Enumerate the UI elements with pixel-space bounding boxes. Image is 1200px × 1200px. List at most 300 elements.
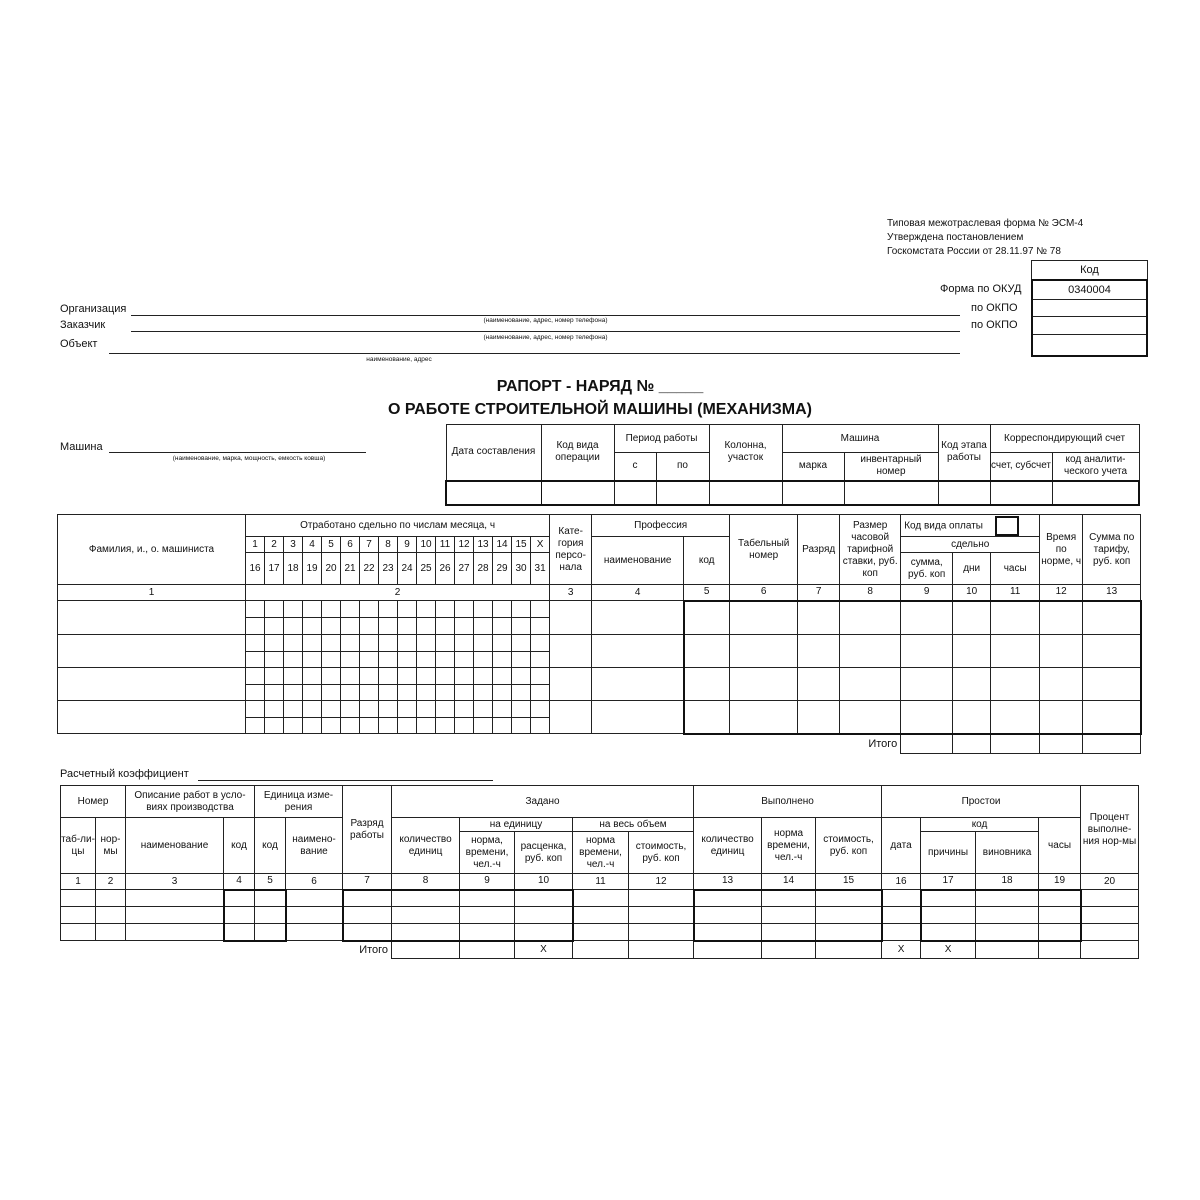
prof-name-cell[interactable] <box>592 601 684 635</box>
day-cell[interactable] <box>303 701 322 718</box>
data-cell[interactable] <box>991 635 1040 668</box>
work-cell[interactable] <box>515 924 573 941</box>
work-cell[interactable] <box>921 890 976 907</box>
work-cell[interactable] <box>762 890 816 907</box>
period-to-cell[interactable] <box>656 481 709 505</box>
pay-code-label: Код вида оплаты <box>904 520 983 532</box>
day-cell[interactable] <box>379 618 398 635</box>
work-cell[interactable] <box>762 907 816 924</box>
day-cell[interactable] <box>398 635 417 652</box>
work-cell[interactable] <box>816 907 882 924</box>
day-cell[interactable] <box>398 651 417 668</box>
day-cell[interactable] <box>493 684 512 701</box>
data-cell[interactable] <box>991 668 1040 701</box>
work-cell[interactable] <box>629 907 694 924</box>
day-cell[interactable] <box>531 717 550 734</box>
table-num-header: таб-ли-цы <box>61 818 96 874</box>
work-cell[interactable] <box>126 907 224 924</box>
data-cell[interactable] <box>730 668 798 701</box>
day-cell[interactable] <box>360 668 379 685</box>
day-cell[interactable] <box>474 601 493 618</box>
day-cell[interactable] <box>360 701 379 718</box>
day-cell[interactable] <box>474 668 493 685</box>
work-cell[interactable] <box>96 890 126 907</box>
day-cell[interactable] <box>512 684 531 701</box>
work-cell[interactable] <box>392 890 460 907</box>
day-cell[interactable] <box>455 618 474 635</box>
work-cell[interactable] <box>762 924 816 941</box>
day-cell[interactable] <box>455 635 474 652</box>
day-cell[interactable] <box>341 684 360 701</box>
day-cell[interactable] <box>284 701 303 718</box>
day-cell[interactable] <box>322 701 341 718</box>
org-input-line[interactable] <box>131 315 960 316</box>
machine-input-line[interactable] <box>109 452 366 453</box>
day-cell[interactable] <box>322 717 341 734</box>
work-cell[interactable] <box>1039 890 1081 907</box>
data-cell[interactable] <box>991 701 1040 734</box>
day-cell[interactable] <box>512 601 531 618</box>
work-cell[interactable] <box>1039 907 1081 924</box>
day-cell[interactable] <box>512 618 531 635</box>
work-cell[interactable] <box>255 890 286 907</box>
data-cell[interactable] <box>798 635 840 668</box>
day-cell[interactable] <box>436 684 455 701</box>
total-cell[interactable] <box>901 734 953 754</box>
day-cell[interactable] <box>398 668 417 685</box>
total-cell[interactable] <box>991 734 1040 754</box>
work-cell[interactable] <box>573 890 629 907</box>
brand-header: марка <box>782 453 844 481</box>
data-cell[interactable] <box>1040 668 1083 701</box>
day-cell[interactable] <box>455 668 474 685</box>
work-cell[interactable] <box>694 890 762 907</box>
data-cell[interactable] <box>840 635 901 668</box>
day-cell[interactable] <box>436 717 455 734</box>
day-cell[interactable] <box>246 668 265 685</box>
day-cell[interactable] <box>398 618 417 635</box>
profession-header: Профессия <box>592 515 730 537</box>
work-cell[interactable] <box>61 924 96 941</box>
work-cell[interactable] <box>573 924 629 941</box>
culprit-header: виновника <box>976 832 1039 874</box>
work-cell[interactable] <box>460 890 515 907</box>
day-cell[interactable] <box>436 601 455 618</box>
day-cell[interactable] <box>398 684 417 701</box>
prof-name-cell[interactable] <box>592 668 684 701</box>
work-cell[interactable] <box>286 890 343 907</box>
account-cell[interactable] <box>990 481 1052 505</box>
work-cell[interactable] <box>573 907 629 924</box>
data-cell[interactable] <box>953 635 991 668</box>
idle-header: Простои <box>882 786 1081 818</box>
day-cell[interactable] <box>303 684 322 701</box>
day-cell[interactable] <box>246 618 265 635</box>
work-cell[interactable] <box>460 924 515 941</box>
day-cell[interactable] <box>379 701 398 718</box>
brand-cell[interactable] <box>782 481 844 505</box>
total-cell[interactable] <box>1039 941 1081 959</box>
day-cell[interactable] <box>322 601 341 618</box>
day-cell[interactable] <box>379 601 398 618</box>
stage-code-cell[interactable] <box>938 481 990 505</box>
work-cell[interactable] <box>694 907 762 924</box>
day-cell[interactable] <box>265 701 284 718</box>
work-cell[interactable] <box>392 924 460 941</box>
work-cell[interactable] <box>1039 924 1081 941</box>
column-cell[interactable] <box>709 481 782 505</box>
day-cell[interactable] <box>284 635 303 652</box>
day-cell[interactable] <box>360 651 379 668</box>
day-cell[interactable] <box>531 684 550 701</box>
day-cell[interactable] <box>455 684 474 701</box>
day-cell[interactable] <box>322 635 341 652</box>
work-cell[interactable] <box>392 907 460 924</box>
corr-account-header: Корреспондирующий счет <box>990 425 1139 453</box>
day-cell[interactable] <box>531 668 550 685</box>
op-code-cell[interactable] <box>541 481 614 505</box>
data-cell[interactable] <box>684 701 730 734</box>
data-cell[interactable] <box>1083 701 1141 734</box>
day-cell[interactable] <box>493 601 512 618</box>
data-cell[interactable] <box>901 601 953 635</box>
work-cell[interactable] <box>286 924 343 941</box>
data-cell[interactable] <box>1083 601 1141 635</box>
work-cell[interactable] <box>96 907 126 924</box>
data-cell[interactable] <box>1040 701 1083 734</box>
work-cell[interactable] <box>224 890 255 907</box>
work-cell[interactable] <box>976 890 1039 907</box>
total-cell[interactable] <box>573 941 629 959</box>
data-cell[interactable] <box>1040 635 1083 668</box>
total-cell[interactable] <box>629 941 694 959</box>
work-cell[interactable] <box>224 924 255 941</box>
day-cell[interactable] <box>246 684 265 701</box>
day-cell[interactable] <box>322 668 341 685</box>
day-cell[interactable] <box>284 684 303 701</box>
idle-date-header: дата <box>882 818 921 874</box>
pay-code-box[interactable] <box>995 516 1019 536</box>
total-label: Итого <box>359 944 389 956</box>
category-cell[interactable] <box>550 601 592 635</box>
work-cell[interactable] <box>343 907 392 924</box>
data-cell[interactable] <box>953 668 991 701</box>
work-cell[interactable] <box>96 924 126 941</box>
day-cell[interactable] <box>303 618 322 635</box>
prof-name-cell[interactable] <box>592 635 684 668</box>
total-cell[interactable] <box>816 941 882 959</box>
work-cell[interactable] <box>515 907 573 924</box>
day-cell[interactable] <box>265 684 284 701</box>
work-cell[interactable] <box>629 924 694 941</box>
day-cell[interactable] <box>512 701 531 718</box>
day-cell[interactable] <box>341 668 360 685</box>
data-cell[interactable] <box>684 601 730 635</box>
work-cell[interactable] <box>816 924 882 941</box>
day-cell[interactable] <box>417 651 436 668</box>
okpo-value-1[interactable] <box>1033 300 1146 317</box>
category-cell[interactable] <box>550 635 592 668</box>
total-row <box>58 734 1141 754</box>
day-cell[interactable] <box>246 717 265 734</box>
customer-input-line[interactable] <box>131 331 960 332</box>
day-cell[interactable] <box>417 701 436 718</box>
work-cell[interactable] <box>816 890 882 907</box>
okud-value[interactable]: 0340004 <box>1033 280 1146 300</box>
work-cell[interactable] <box>343 890 392 907</box>
day-cell[interactable] <box>531 635 550 652</box>
day-cell[interactable] <box>531 701 550 718</box>
day-cell[interactable] <box>474 635 493 652</box>
column-header: Колонна, участок <box>709 425 782 481</box>
day-cell[interactable] <box>512 651 531 668</box>
day-cell[interactable] <box>246 635 265 652</box>
data-cell[interactable] <box>901 668 953 701</box>
fio-cell[interactable] <box>58 601 246 635</box>
data-cell[interactable] <box>1083 635 1141 668</box>
day-cell[interactable] <box>436 651 455 668</box>
data-cell[interactable] <box>684 668 730 701</box>
data-cell[interactable] <box>798 601 840 635</box>
day-cell[interactable] <box>284 618 303 635</box>
day-cell[interactable] <box>379 717 398 734</box>
day-cell[interactable] <box>322 618 341 635</box>
data-cell[interactable] <box>730 701 798 734</box>
day-cell[interactable] <box>284 717 303 734</box>
day-cell[interactable] <box>341 635 360 652</box>
data-cell[interactable] <box>901 701 953 734</box>
coef-input-line[interactable] <box>198 780 493 781</box>
category-cell[interactable] <box>550 668 592 701</box>
column-number: 1 <box>58 585 246 601</box>
day-cell[interactable] <box>265 618 284 635</box>
day-cell[interactable] <box>512 668 531 685</box>
day-header: 12 <box>455 537 474 553</box>
work-cell[interactable] <box>1081 890 1139 907</box>
work-cell[interactable] <box>629 890 694 907</box>
day-header: 28 <box>474 553 493 585</box>
day-cell[interactable] <box>360 618 379 635</box>
day-cell[interactable] <box>455 651 474 668</box>
form-type-line: Типовая межотраслевая форма № ЭСМ-4 <box>887 218 1084 229</box>
work-cell[interactable] <box>460 907 515 924</box>
day-cell[interactable] <box>436 635 455 652</box>
day-header: 1 <box>246 537 265 553</box>
day-cell[interactable] <box>455 701 474 718</box>
day-cell[interactable] <box>417 717 436 734</box>
category-cell[interactable] <box>550 701 592 734</box>
data-cell[interactable] <box>730 601 798 635</box>
day-header: 15 <box>512 537 531 553</box>
day-cell[interactable] <box>265 601 284 618</box>
column-number: 12 <box>629 874 694 890</box>
okpo-value-2[interactable] <box>1033 317 1146 335</box>
fio-cell[interactable] <box>58 701 246 734</box>
total-cell[interactable] <box>976 941 1039 959</box>
day-cell[interactable] <box>379 668 398 685</box>
work-cell[interactable] <box>255 907 286 924</box>
data-cell[interactable] <box>798 668 840 701</box>
day-cell[interactable] <box>417 601 436 618</box>
day-cell[interactable] <box>284 601 303 618</box>
total-cell[interactable] <box>694 941 762 959</box>
column-number: 14 <box>762 874 816 890</box>
day-cell[interactable] <box>474 717 493 734</box>
given-qty-header: количество единиц <box>392 818 460 874</box>
total-cell[interactable] <box>1083 734 1141 754</box>
fio-cell[interactable] <box>58 668 246 701</box>
date-cell[interactable] <box>446 481 541 505</box>
work-cell[interactable] <box>515 890 573 907</box>
work-cell[interactable] <box>921 907 976 924</box>
day-cell[interactable] <box>398 701 417 718</box>
x-mark: X <box>921 941 976 959</box>
period-from-cell[interactable] <box>614 481 656 505</box>
day-cell[interactable] <box>417 684 436 701</box>
total-cell[interactable] <box>1081 941 1139 959</box>
day-cell[interactable] <box>303 668 322 685</box>
day-cell[interactable] <box>341 701 360 718</box>
day-cell[interactable] <box>360 717 379 734</box>
day-cell[interactable] <box>322 651 341 668</box>
day-cell[interactable] <box>265 717 284 734</box>
data-cell[interactable] <box>840 601 901 635</box>
work-cell[interactable] <box>694 924 762 941</box>
data-cell[interactable] <box>798 701 840 734</box>
work-cell[interactable] <box>1081 924 1139 941</box>
work-cell[interactable] <box>286 907 343 924</box>
day-cell[interactable] <box>474 618 493 635</box>
work-cell[interactable] <box>921 924 976 941</box>
day-cell[interactable] <box>360 684 379 701</box>
work-cell[interactable] <box>882 924 921 941</box>
total-cell[interactable] <box>392 941 460 959</box>
day-cell[interactable] <box>341 618 360 635</box>
day-cell[interactable] <box>474 651 493 668</box>
work-cell[interactable] <box>61 907 96 924</box>
day-cell[interactable] <box>360 635 379 652</box>
work-cell[interactable] <box>224 907 255 924</box>
data-cell[interactable] <box>840 668 901 701</box>
day-cell[interactable] <box>417 668 436 685</box>
day-cell[interactable] <box>436 668 455 685</box>
data-cell[interactable] <box>991 601 1040 635</box>
day-cell[interactable] <box>379 651 398 668</box>
day-cell[interactable] <box>379 684 398 701</box>
day-cell[interactable] <box>474 701 493 718</box>
day-cell[interactable] <box>436 618 455 635</box>
work-cell[interactable] <box>61 890 96 907</box>
work-cell[interactable] <box>976 907 1039 924</box>
day-cell[interactable] <box>493 635 512 652</box>
day-cell[interactable] <box>531 651 550 668</box>
data-cell[interactable] <box>1040 601 1083 635</box>
day-cell[interactable] <box>531 601 550 618</box>
column-number: 3 <box>126 874 224 890</box>
analytic-cell[interactable] <box>1052 481 1139 505</box>
day-cell[interactable] <box>474 684 493 701</box>
work-cell[interactable] <box>1081 907 1139 924</box>
day-cell[interactable] <box>379 635 398 652</box>
day-cell[interactable] <box>303 635 322 652</box>
day-cell[interactable] <box>417 635 436 652</box>
object-input-line[interactable] <box>109 353 960 354</box>
day-cell[interactable] <box>531 618 550 635</box>
number-header: Номер <box>61 786 126 818</box>
day-cell[interactable] <box>493 701 512 718</box>
data-cell[interactable] <box>840 701 901 734</box>
day-cell[interactable] <box>341 601 360 618</box>
data-cell[interactable] <box>1083 668 1141 701</box>
day-cell[interactable] <box>265 668 284 685</box>
day-cell[interactable] <box>341 717 360 734</box>
day-cell[interactable] <box>512 717 531 734</box>
total-cell[interactable] <box>762 941 816 959</box>
day-header: 23 <box>379 553 398 585</box>
total-cell[interactable] <box>953 734 991 754</box>
day-cell[interactable] <box>512 635 531 652</box>
work-cell[interactable] <box>976 924 1039 941</box>
data-cell[interactable] <box>684 635 730 668</box>
day-cell[interactable] <box>455 717 474 734</box>
doc-title: РАПОРТ - НАРЯД № _____ <box>496 378 704 395</box>
prof-name-cell[interactable] <box>592 701 684 734</box>
work-cell[interactable] <box>126 924 224 941</box>
day-cell[interactable] <box>246 601 265 618</box>
day-cell[interactable] <box>265 651 284 668</box>
day-cell[interactable] <box>417 618 436 635</box>
day-cell[interactable] <box>436 701 455 718</box>
table-row <box>58 601 1141 618</box>
tariff-sum-header: Сумма по тарифу, руб. коп <box>1083 515 1141 585</box>
data-cell[interactable] <box>953 601 991 635</box>
inventory-cell[interactable] <box>844 481 938 505</box>
data-cell[interactable] <box>953 701 991 734</box>
work-cell[interactable] <box>882 890 921 907</box>
day-cell[interactable] <box>284 668 303 685</box>
total-cell[interactable] <box>1040 734 1083 754</box>
work-cell[interactable] <box>343 924 392 941</box>
fio-cell[interactable] <box>58 635 246 668</box>
day-header: 9 <box>398 537 417 553</box>
work-cell[interactable] <box>126 890 224 907</box>
data-cell[interactable] <box>730 635 798 668</box>
day-cell[interactable] <box>322 684 341 701</box>
data-cell[interactable] <box>901 635 953 668</box>
total-cell[interactable] <box>460 941 515 959</box>
day-cell[interactable] <box>341 651 360 668</box>
day-cell[interactable] <box>493 618 512 635</box>
day-cell[interactable] <box>265 635 284 652</box>
day-cell[interactable] <box>360 601 379 618</box>
work-cell[interactable] <box>255 924 286 941</box>
day-header: 5 <box>322 537 341 553</box>
form-header <box>887 217 1083 259</box>
day-cell[interactable] <box>246 701 265 718</box>
day-cell[interactable] <box>303 717 322 734</box>
day-cell[interactable] <box>493 651 512 668</box>
day-cell[interactable] <box>246 651 265 668</box>
day-cell[interactable] <box>493 668 512 685</box>
day-cell[interactable] <box>303 651 322 668</box>
day-cell[interactable] <box>303 601 322 618</box>
day-cell[interactable] <box>455 601 474 618</box>
work-cell[interactable] <box>882 907 921 924</box>
day-cell[interactable] <box>284 651 303 668</box>
day-cell[interactable] <box>398 601 417 618</box>
day-cell[interactable] <box>493 717 512 734</box>
day-cell[interactable] <box>398 717 417 734</box>
